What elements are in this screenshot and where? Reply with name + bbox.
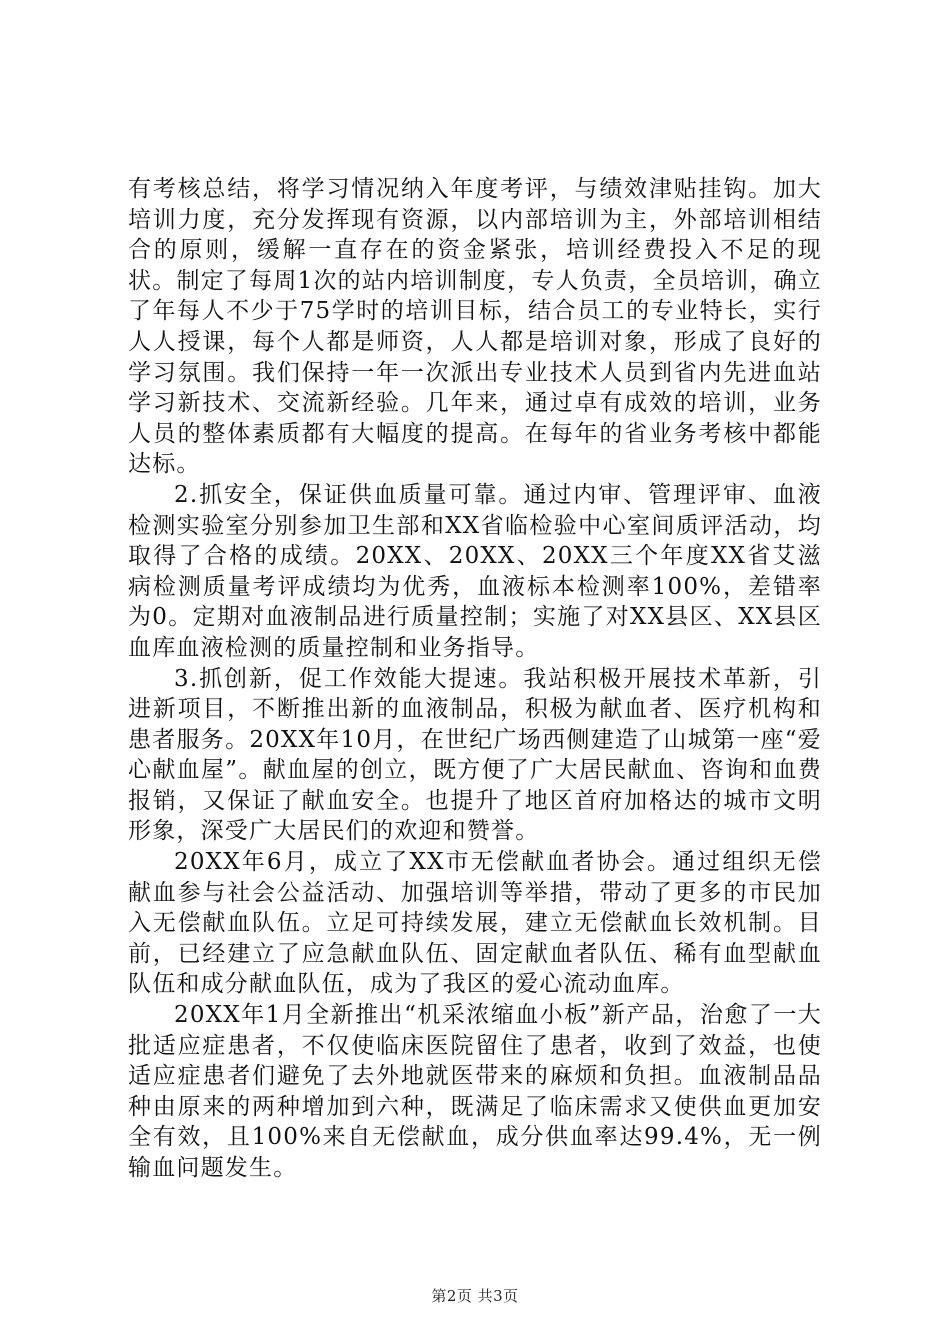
paragraph-platelet-product: 20XX年1月全新推出“机采浓缩血小板”新产品，治愈了一大批适应症患者，不仅使临床医院留住了患者，收到了效益，也使适应症患者们避免了去外地就医带来的麻烦和负担。血液制品品种由原来的两种增加到六种，既满足了临床需求又使供血更加安全有效，且100%来自无偿献血，成分供血率达99.4%，无一例输血问题发生。 (128, 1002, 822, 1181)
document-body (128, 174, 822, 1184)
paragraph-training-continued: 有考核总结，将学习情况纳入年度考评，与绩效津贴挂钩。加大培训力度，充分发挥现有资源，以内部培训为主，外部培训相结合的原则，缓解一直存在的资金紧张，培训经费投入不足的现状。制定了每周1次的站内培训制度，专人负责，全员培训，确立了年每人不少于75学时的培训目标，结合员工的专业特长，实行人人授课，每个人都是师资，人人都是培训对象，形成了良好的学习氛围。我们保持一年一次派出专业技术人员到省内先进血站学习新技术、交流新经验。几年来，通过卓有成效的培训，业务人员的整体素质都有大幅度的提高。在每年的省业务考核中都能达标。 (128, 176, 822, 478)
paragraph-safety: 2.抓安全，保证供血质量可靠。通过内审、管理评审、血液检测实验室分别参加卫生部和XX省临检验中心室间质评活动，均取得了合格的成绩。20XX、20XX、20XX三个年度XX省艾滋病检测质量考评成绩均为优秀，血液标本检测率100%，差错率为0。定期对血液制品进行质量控制；实施了对XX县区、XX县区血库血液检测的质量控制和业务指导。 (128, 481, 822, 661)
paragraph-innovation: 3.抓创新，促工作效能大提速。我站积极开展技术革新，引进新项目，不断推出新的血液制品，积极为献血者、医疗机构和患者服务。20XX年10月，在世纪广场西侧建造了山城第一座“爱心献血屋”。献血屋的创立，既方便了广大居民献血、咨询和血费报销，又保证了献血安全。也提升了地区首府加格达的城市文明形象，深受广大居民们的欢迎和赞誉。 (128, 665, 822, 845)
paragraph-donor-association: 20XX年6月，成立了XX市无偿献血者协会。通过组织无偿献血参与社会公益活动、加强培训等举措，带动了更多的市民加入无偿献血队伍。立足可持续发展，建立无偿献血长效机制。目前，已经建立了应急献血队伍、固定献血者队伍、稀有血型献血队伍和成分献血队伍，成为了我区的爱心流动血库。 (128, 849, 822, 998)
page-number-footer: 第2页 共3页 (431, 1287, 519, 1305)
